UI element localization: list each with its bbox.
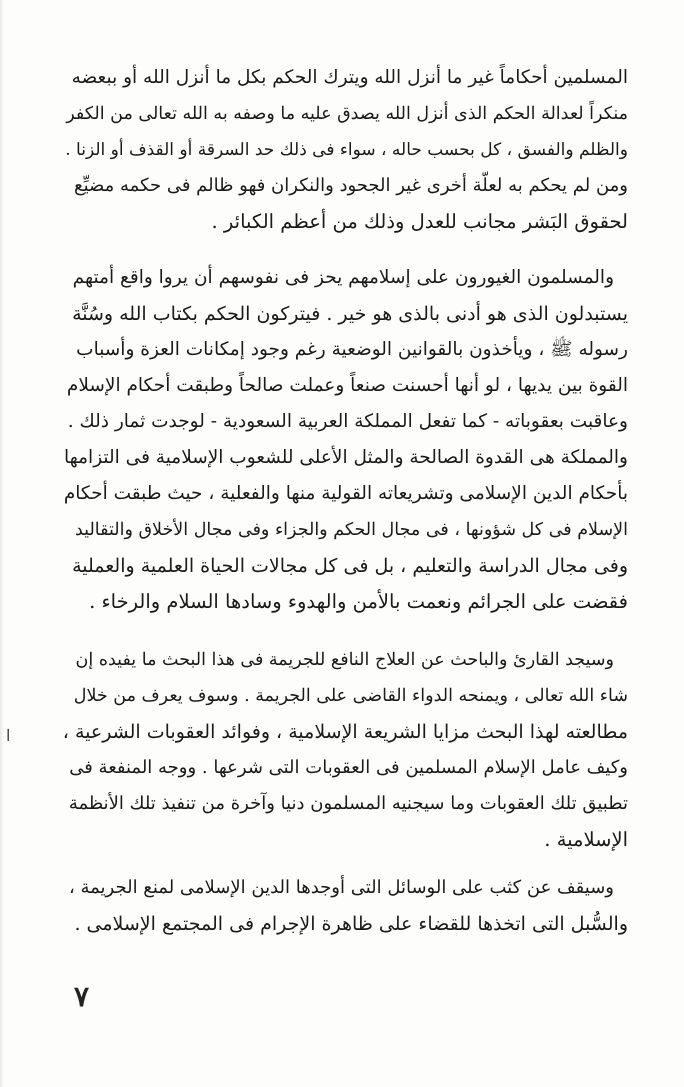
- scan-edge-shadow: [0, 0, 4, 1087]
- text-line: والظلم والفسق ، كل بحسب حاله ، سواء فى ذلك حد السرقة أو القذف أو الزنا .: [65, 140, 628, 160]
- paragraph-2: [62, 260, 628, 620]
- text-line: المسلمين أحكاماً غير ما أنزل الله ويترك الحكم بكل ما أنزل الله أو ببعضه: [71, 67, 628, 88]
- text-line: لحقوق البَشر مجانب للعدل وذلك من أعظم الكبائر .: [211, 210, 628, 233]
- paragraph-4: [62, 870, 628, 942]
- text-line: ومن لم يحكم به لعلّة أخرى غير الجحود والنكران فهو ظالم فى حكمه مضيِّع: [73, 175, 628, 196]
- text-line: والمسلمون الغيورون على إسلامهم يحز فى نفوسهم أن يروا واقع أمتهم: [72, 267, 614, 288]
- text-line: والسُّبل التى اتخذها للقضاء على ظاهرة الإجرام فى المجتمع الإسلامى .: [74, 913, 628, 935]
- text-line: فقضت على الجرائم ونعمت بالأمن والهدوء وسادها السلام والرخاء .: [89, 590, 628, 613]
- text-line: يستبدلون الذى هو أدنى بالذى هو خير . فيتركون الحكم بكتاب الله وسُنَّة: [72, 303, 628, 325]
- text-line: تطبيق تلك العقوبات وما سيجنيه المسلمون دنيا وآخرة من تنفيذ تلك الأنظمة: [68, 793, 628, 814]
- text-line: وكيف عامل الإسلام المسلمين فى العقوبات التى شرعها . ووجه المنفعة فى: [69, 757, 628, 778]
- paragraph-1: [62, 60, 628, 240]
- page-number: ٧: [74, 980, 90, 1013]
- text-line: بأحكام الدين الإسلامى وتشريعاته القولية منها والفعلية ، حيث طبقت أحكام: [63, 483, 628, 504]
- text-line: مطالعته لهذا البحث مزايا الشريعة الإسلامية ، وفوائد العقوبات الشرعية ،: [62, 721, 628, 743]
- margin-mark: ا: [6, 726, 11, 745]
- text-line: والمملكة هى القدوة الصالحة والمثل الأعلى للشعوب الإسلامية فى التزامها: [63, 447, 628, 468]
- text-line: الإسلام فى كل شؤونها ، فى مجال الحكم والجزاء وفى مجال الأخلاق والتقاليد: [74, 520, 628, 540]
- text-line: الإسلامية .: [544, 828, 628, 851]
- text-line: رسوله ﷺ ، ويأخذون بالقوانين الوضعية رغم وجود إمكانات العزة وأسباب: [76, 339, 628, 360]
- text-line: وفى مجال الدراسة والتعليم ، بل فى كل مجالات الحياة العلمية والعملية: [72, 555, 628, 577]
- paragraph-3: [62, 642, 628, 858]
- text-line: منكراً لعدالة الحكم الذى أنزل الله يصدق عليه ما وصفه به الله تعالى من الكفر: [66, 104, 628, 124]
- text-line: شاء الله تعالى ، ويمنحه الدواء القاضى على الجريمة . وسوف يعرف من خلال: [73, 686, 628, 706]
- text-line: وسيقف عن كثب على الوسائل التى أوجدها الدين الإسلامى لمنع الجريمة ،: [68, 877, 614, 898]
- text-line: وسيجد القارئ والباحث عن العلاج النافع للجريمة فى هذا البحث ما يفيده إن: [75, 650, 614, 670]
- text-line: وعاقبت بعقوباته - كما تفعل المملكة العربية السعودية - لوجدت ثمار ذلك .: [67, 411, 628, 432]
- text-line: القوة بين يديها ، لو أنها أحسنت صنعاً وعملت صالحاً وطبقت أحكام الإسلام: [66, 375, 628, 396]
